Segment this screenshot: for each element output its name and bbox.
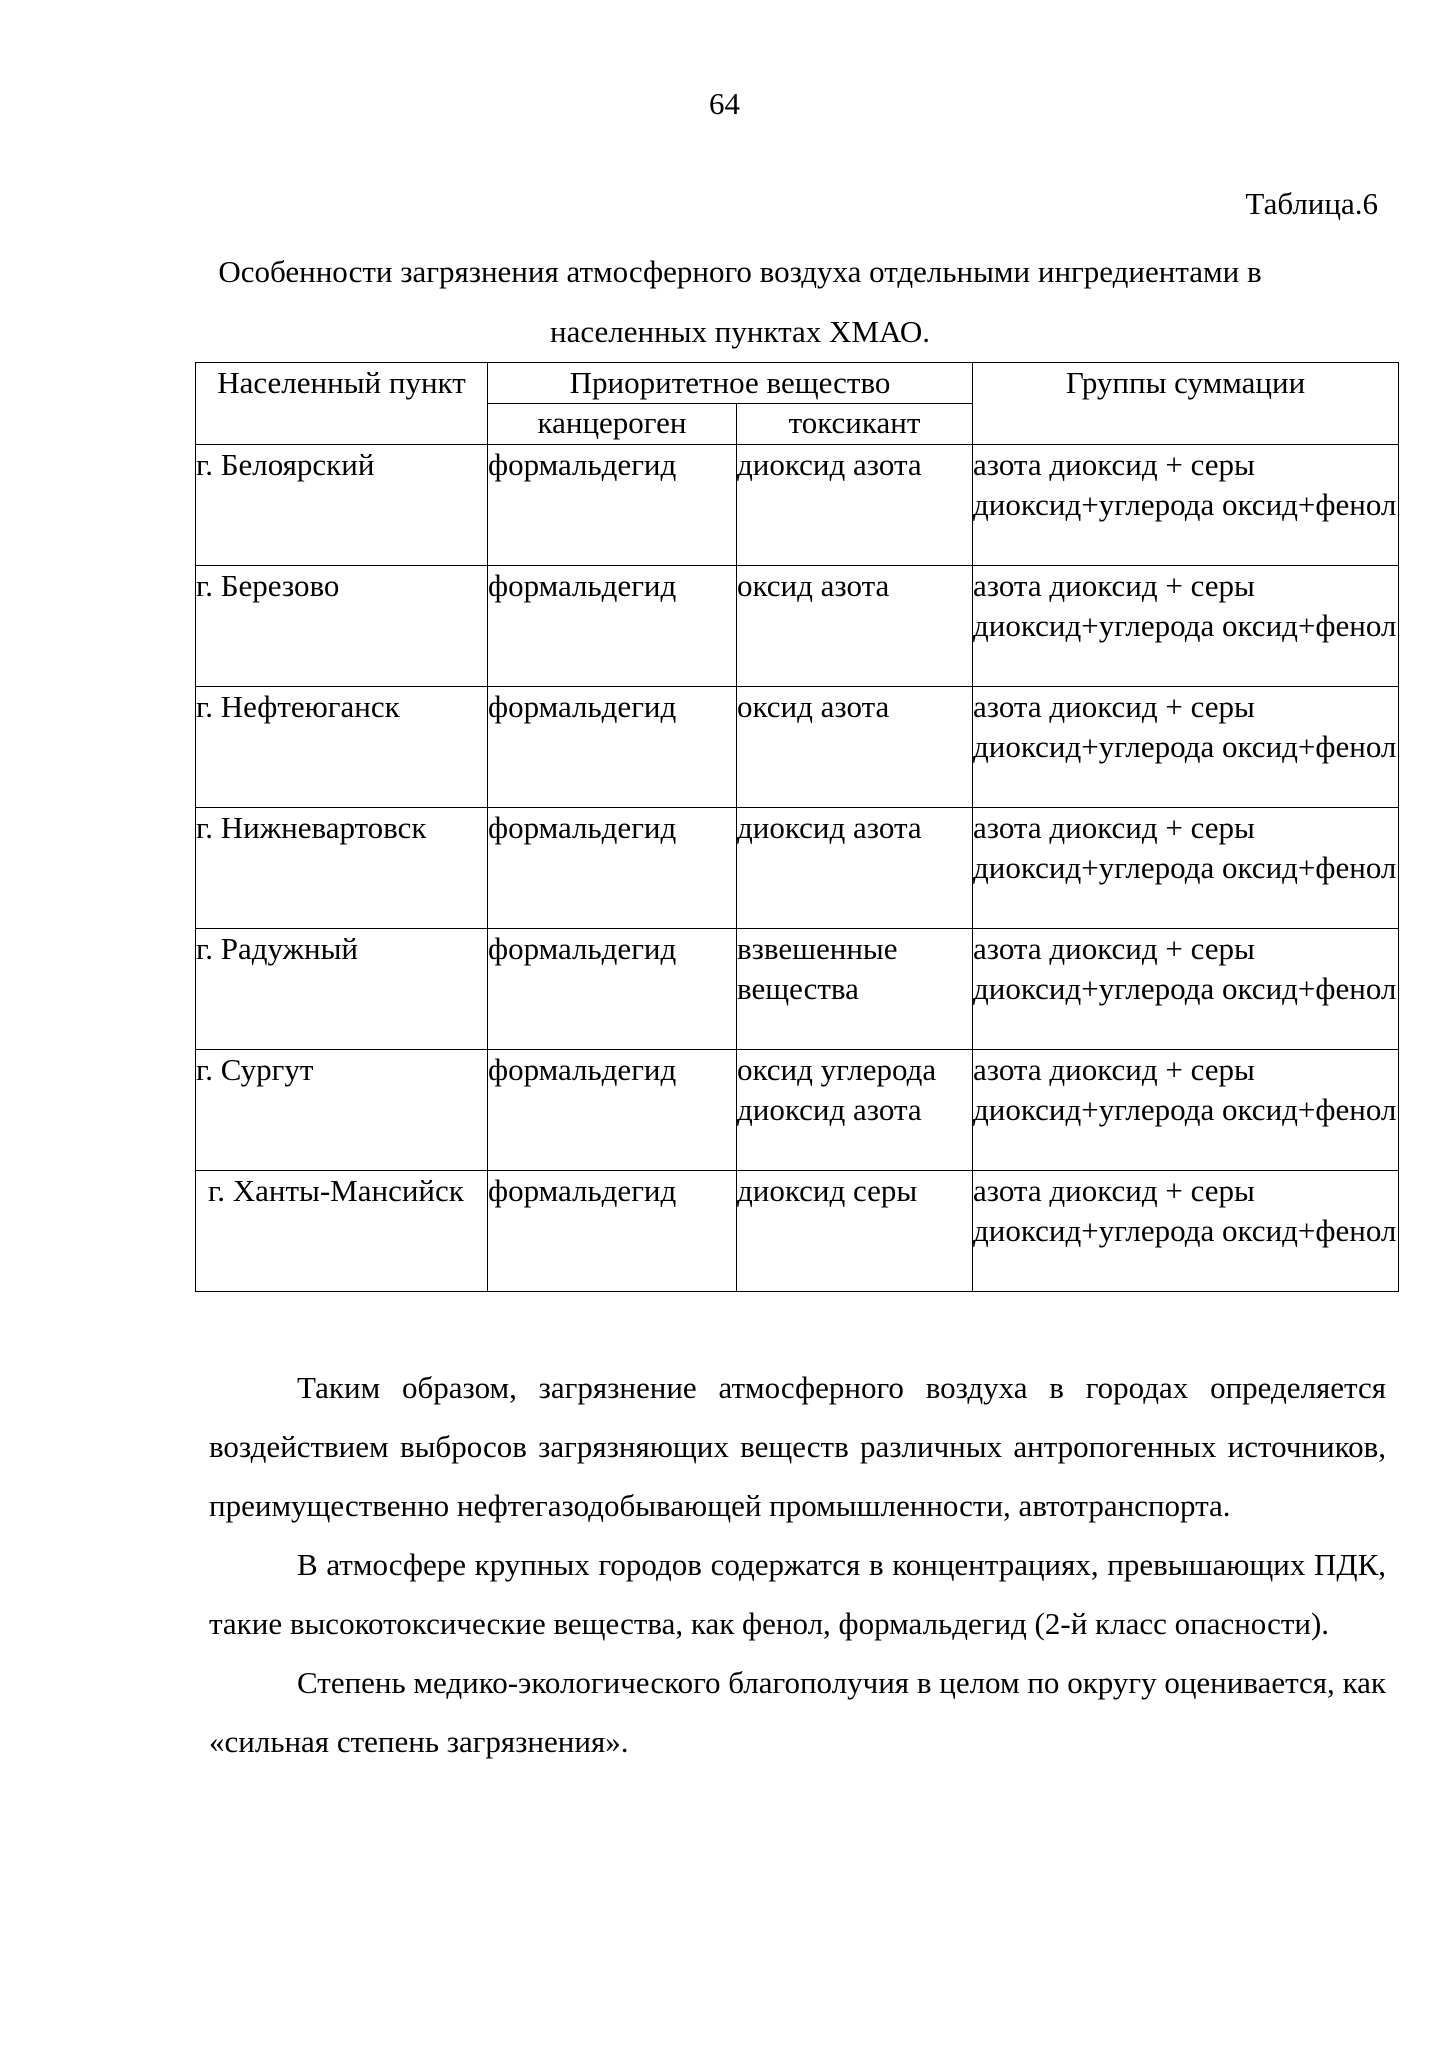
cell-groups: азота диоксид + серы диоксид+углерода оксид+фенол (973, 1050, 1399, 1171)
page-number: 64 (709, 86, 740, 121)
cell-toxicant: оксид азота (737, 687, 973, 808)
cell-city: г. Белоярский (196, 445, 488, 566)
table-row (196, 808, 1399, 929)
table-row (196, 929, 1399, 1050)
header-carcinogen: канцероген (488, 404, 737, 445)
cell-carcinogen: формальдегид (488, 1171, 737, 1292)
cell-groups: азота диоксид + серы диоксид+углерода оксид+фенол (973, 1171, 1399, 1292)
paragraph: Таким образом, загрязнение атмосферного воздуха в городах определяется воздействием выбросов загрязняющих веществ различных антропогенных источников, преимущественно нефтегазодобывающей промышленности, автотранспорта. (209, 1370, 1386, 1523)
cell-carcinogen: формальдегид (488, 687, 737, 808)
cell-carcinogen: формальдегид (488, 566, 737, 687)
cell-groups: азота диоксид + серы диоксид+углерода оксид+фенол (973, 566, 1399, 687)
cell-city: г. Радужный (196, 929, 488, 1050)
cell-city: г. Нижневартовск (196, 808, 488, 929)
header-priority: Приоритетное вещество (488, 363, 973, 404)
cell-groups: азота диоксид + серы диоксид+углерода оксид+фенол (973, 929, 1399, 1050)
cell-city: г. Березово (196, 566, 488, 687)
table-label: Таблица.6 (1245, 186, 1378, 221)
table-row (196, 445, 1399, 566)
header-groups: Группы суммации (973, 363, 1399, 445)
cell-carcinogen: формальдегид (488, 445, 737, 566)
cell-city: г. Ханты-Мансийск (196, 1171, 488, 1292)
table-row (196, 687, 1399, 808)
cell-carcinogen: формальдегид (488, 929, 737, 1050)
cell-toxicant: взвешенные вещества (737, 929, 973, 1050)
table-title: Особенности загрязнения атмосферного воздуха отдельными ингредиентами в населенных пунктах ХМАО. (218, 254, 1262, 349)
header-toxicant: токсикант (737, 404, 973, 445)
cell-toxicant: оксид азота (737, 566, 973, 687)
cell-groups: азота диоксид + серы диоксид+углерода оксид+фенол (973, 808, 1399, 929)
cell-carcinogen: формальдегид (488, 808, 737, 929)
table-row (196, 1171, 1399, 1292)
table-row (196, 1050, 1399, 1171)
cell-city: г. Нефтеюганск (196, 687, 488, 808)
paragraph: Степень медико-экологического благополучия в целом по округу оценивается, как «сильная степень загрязнения». (209, 1665, 1386, 1759)
body-text (209, 1358, 1386, 1771)
cell-toxicant: диоксид азота (737, 445, 973, 566)
paragraph: В атмосфере крупных городов содержатся в концентрациях, превышающих ПДК, такие высокотоксические вещества, как фенол, формальдегид (2-й класс опасности). (209, 1547, 1386, 1641)
cell-toxicant: диоксид серы (737, 1171, 973, 1292)
table-row (196, 566, 1399, 687)
cell-groups: азота диоксид + серы диоксид+углерода оксид+фенол (973, 445, 1399, 566)
cell-toxicant: диоксид азота (737, 808, 973, 929)
cell-city: г. Сургут (196, 1050, 488, 1171)
cell-carcinogen: формальдегид (488, 1050, 737, 1171)
cell-toxicant: оксид углерода диоксид азота (737, 1050, 973, 1171)
cell-groups: азота диоксид + серы диоксид+углерода оксид+фенол (973, 687, 1399, 808)
data-table (195, 362, 1399, 1292)
header-city: Населенный пункт (196, 363, 488, 445)
